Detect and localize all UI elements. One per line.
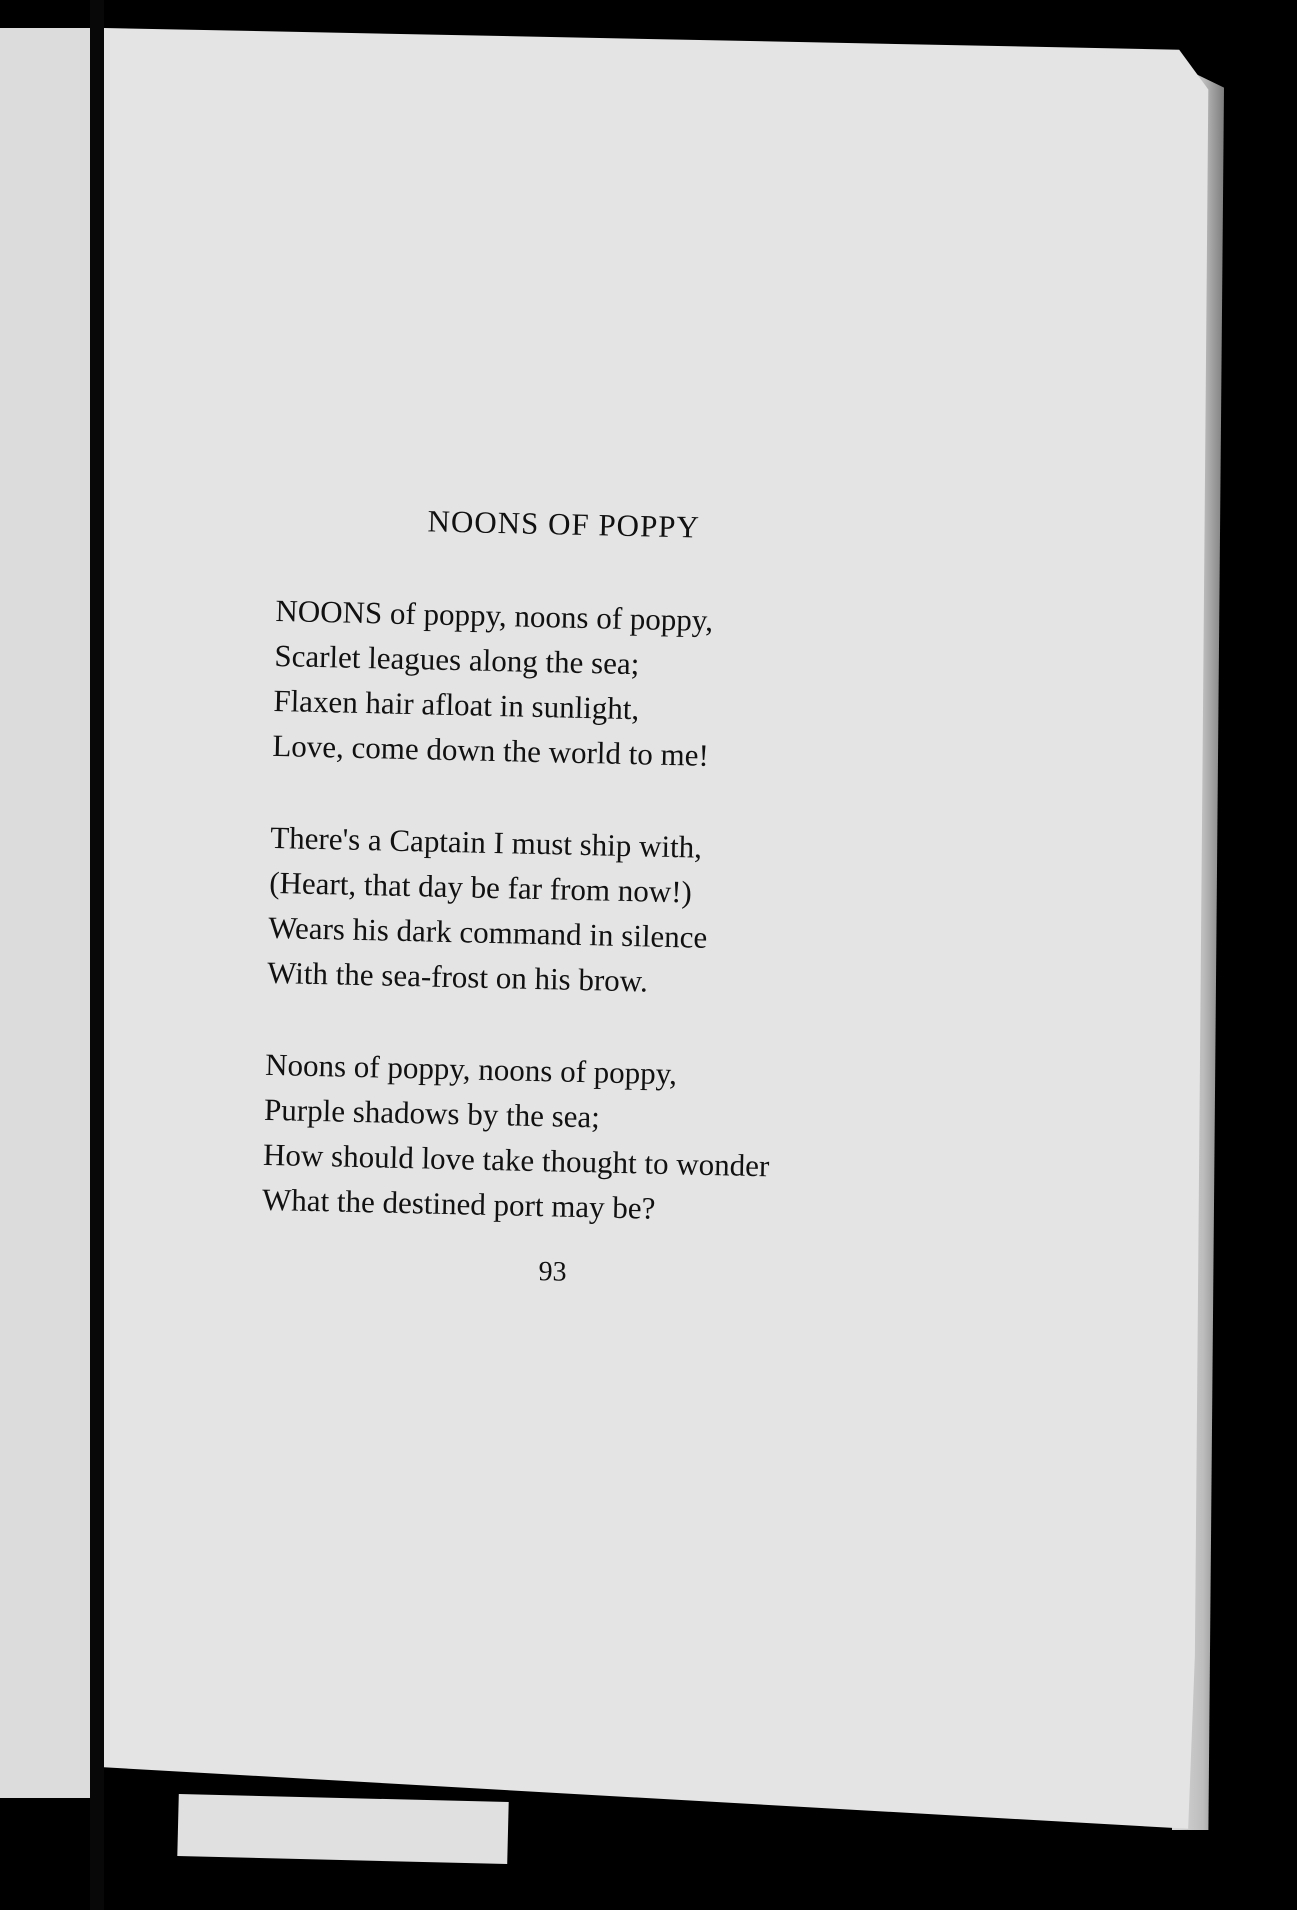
stanza-1 xyxy=(272,588,936,783)
book-gutter xyxy=(90,0,104,1910)
page-number: 93 xyxy=(538,1256,567,1288)
poem-line: What the destined port may be? xyxy=(261,1181,656,1226)
poem-line: How should love take thought to wonder xyxy=(262,1136,770,1184)
facing-page-edge xyxy=(0,28,90,1798)
poem-line: NOONS of poppy, noons of poppy, xyxy=(275,592,714,638)
poem-line: With the sea-frost on his brow. xyxy=(266,954,649,999)
poem-line: Wears his dark command in silence xyxy=(267,909,708,955)
poem-line: There's a Captain I must ship with, xyxy=(269,819,703,865)
poem-line: Love, come down the world to me! xyxy=(272,727,710,773)
stanza-2 xyxy=(267,815,931,1010)
poem-line: Purple shadows by the sea; xyxy=(263,1091,601,1135)
poem-line: (Heart, that day be far from now!) xyxy=(268,864,693,910)
page-bottom-edge xyxy=(177,1794,508,1864)
poem-title: NOONS OF POPPY xyxy=(427,503,701,545)
stanza-3 xyxy=(262,1042,926,1237)
poem-line: Flaxen hair afloat in sunlight, xyxy=(273,682,640,727)
poem-line: Noons of poppy, noons of poppy, xyxy=(264,1046,678,1092)
poem-line: Scarlet leagues along the sea; xyxy=(274,637,640,682)
